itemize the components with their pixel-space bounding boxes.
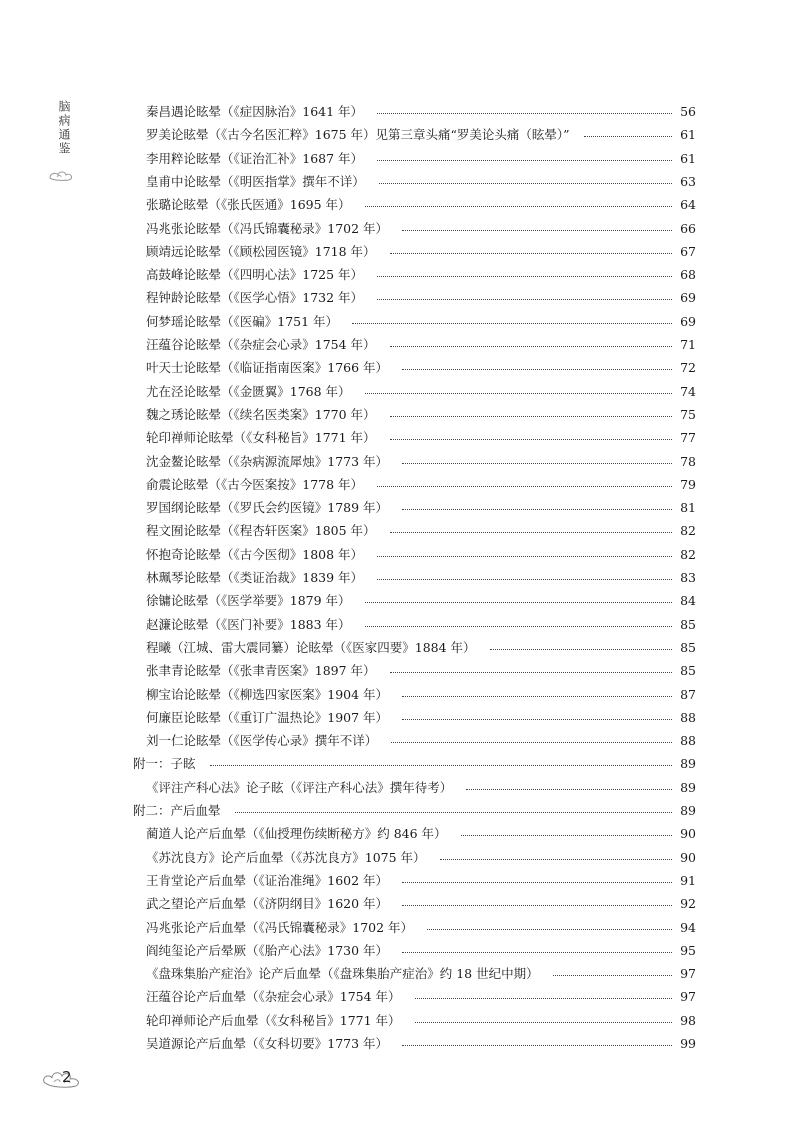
toc-entry: [0, 196, 800, 214]
toc-entry-title: 秦昌遇论眩晕（《症因脉治》1641 年）: [146, 104, 364, 119]
dot-leader: [365, 602, 672, 603]
toc-entry-page: 72: [680, 360, 696, 376]
toc-entry-title: 冯兆张论眩晕（《冯氏锦囊秘录》1702 年）: [146, 220, 389, 236]
toc-entry-title: 顾靖远论眩晕（《顾松园医镜》1718 年）: [146, 243, 376, 259]
toc-entry-title: 高鼓峰论眩晕（《四明心法》1725 年）: [146, 267, 364, 283]
toc-entry-page: 90: [680, 849, 696, 865]
dot-leader: [402, 696, 672, 697]
toc-entry: [0, 359, 800, 377]
toc-entry: [0, 639, 800, 657]
toc-entry-title: 程钟龄论眩晕（《医学心悟》1732 年）: [146, 290, 364, 306]
dot-leader: [402, 905, 672, 906]
toc-entry-page: 61: [680, 150, 696, 166]
toc-entry: [0, 406, 800, 424]
toc-entry-title: 尤在泾论眩晕（《金匮翼》1768 年）: [146, 383, 351, 399]
toc-entry-title: 汪蕴谷论眩晕（《杂症会心录》1754 年）: [146, 337, 376, 352]
toc-entry-title: 冯兆张论产后血晕（《冯氏锦囊秘录》1702 年）: [146, 919, 414, 935]
dot-leader: [466, 789, 672, 790]
dot-leader: [352, 323, 672, 324]
toc-entry-page: 69: [680, 290, 696, 306]
toc-entry: [0, 546, 800, 564]
toc-entry-page: 61: [680, 127, 696, 143]
toc-entry: [0, 988, 800, 1006]
toc-entry-title: 蔺道人论产后血晕（《仙授理伤续断秘方》约 846 年）: [146, 826, 447, 842]
dot-leader: [415, 1022, 672, 1023]
toc-entry: [0, 173, 800, 191]
toc-entry-page: 79: [680, 476, 696, 492]
toc-entry-page: 94: [680, 919, 696, 935]
dot-leader: [377, 579, 672, 580]
toc-entry: [0, 383, 800, 401]
toc-entry: [0, 965, 800, 983]
toc-entry-title: 林珮琴论眩晕（《类证治裁》1839 年）: [146, 570, 364, 585]
toc-entry-title: 徐镛论眩晕（《医学举要》1879 年）: [146, 593, 351, 609]
dot-leader: [390, 416, 672, 417]
toc-entry: [0, 755, 800, 773]
dot-leader: [377, 299, 672, 300]
toc-entry-page: 75: [680, 406, 696, 422]
toc-entry-title: 张璐论眩晕（《张氏医通》1695 年）: [146, 197, 351, 213]
dot-leader: [427, 929, 672, 930]
toc-entry: [0, 686, 800, 704]
toc-entry: [0, 453, 800, 471]
dot-leader: [490, 649, 672, 650]
toc-entry: [0, 126, 800, 144]
toc-entry: [0, 662, 800, 680]
toc-entry: [0, 942, 800, 960]
toc-entry: [0, 1012, 800, 1030]
toc-entry-page: 66: [680, 220, 696, 236]
toc-entry-title: 附二：产后血晕: [133, 803, 221, 818]
toc-entry-page: 74: [680, 383, 696, 399]
toc-entry-title: 武之望论产后血晕（《济阴纲目》1620 年）: [146, 896, 389, 912]
toc-entry-page: 87: [680, 686, 696, 702]
toc-entry-title: 附一：子眩: [133, 756, 196, 772]
toc-entry-page: 83: [680, 570, 696, 585]
toc-entry: [0, 289, 800, 307]
toc-entry-page: 85: [680, 616, 696, 632]
dot-leader: [210, 765, 672, 766]
toc-entry-title: 怀抱奇论眩晕（《古今医彻》1808 年）: [146, 546, 364, 562]
toc-entry-page: 98: [680, 1012, 696, 1028]
toc-entry-page: 89: [680, 803, 696, 818]
toc-entry-title: 王肯堂论产后血晕（《证治准绳》1602 年）: [146, 872, 389, 888]
toc-entry-page: 71: [680, 337, 696, 352]
toc-entry: [0, 779, 800, 797]
dot-leader: [377, 160, 672, 161]
page-number: 2: [62, 1068, 72, 1086]
toc-entry: [0, 895, 800, 913]
dot-leader: [391, 742, 672, 743]
toc-entry-page: 68: [680, 267, 696, 283]
toc-entry-page: 99: [680, 1036, 696, 1051]
toc-entry-title: 皇甫中论眩晕（《明医指掌》撰年不详）: [146, 173, 365, 189]
dot-leader: [415, 998, 672, 999]
toc-entry-title: 沈金鳌论眩晕（《杂病源流犀烛》1773 年）: [146, 453, 389, 469]
toc-entry-page: 91: [680, 872, 696, 888]
toc-entry-title: 刘一仁论眩晕（《医学传心录》撰年不详）: [146, 733, 378, 749]
toc-entry-page: 92: [680, 896, 696, 912]
dot-leader: [402, 230, 672, 231]
dot-leader: [440, 859, 672, 860]
dot-leader: [377, 276, 672, 277]
toc-entry: [0, 592, 800, 610]
toc-entry-page: 88: [680, 709, 696, 725]
dot-leader: [402, 509, 672, 510]
toc-entry-title: 阎纯玺论产后晕厥（《胎产心法》1730 年）: [146, 942, 389, 958]
toc-entry: [0, 499, 800, 517]
dot-leader: [377, 113, 672, 114]
dot-leader: [365, 626, 672, 627]
toc-entry-title: 柳宝诒论眩晕（《柳选四家医案》1904 年）: [146, 686, 389, 702]
toc-entry-page: 95: [680, 942, 696, 958]
dot-leader: [365, 206, 672, 207]
toc-entry-page: 63: [680, 173, 696, 189]
dot-leader: [390, 346, 672, 347]
toc-entry: [0, 150, 800, 168]
toc-entry-page: 90: [680, 826, 696, 842]
toc-entry: [0, 732, 800, 750]
toc-entry-title: 程文囿论眩晕（《程杏轩医案》1805 年）: [146, 523, 376, 539]
toc-entry: [0, 476, 800, 494]
toc-entry-page: 78: [680, 453, 696, 469]
toc-entry: [0, 313, 800, 331]
toc-entry-title: 轮印禅师论产后血晕（《女科秘旨》1771 年）: [146, 1012, 401, 1028]
toc-entry-page: 67: [680, 243, 696, 259]
dot-leader: [390, 672, 672, 673]
dot-leader: [390, 532, 672, 533]
toc-entry-title: 罗国纲论眩晕（《罗氏会约医镜》1789 年）: [146, 500, 389, 516]
toc-entry-page: 88: [680, 733, 696, 749]
toc-entry-page: 81: [680, 500, 696, 516]
toc-entry: [0, 336, 800, 354]
toc-entry-title: 赵濂论眩晕（《医门补要》1883 年）: [146, 616, 351, 632]
dot-leader: [402, 1045, 672, 1046]
toc-entry-page: 85: [680, 639, 696, 655]
toc-entry-title: 叶天士论眩晕（《临证指南医案》1766 年）: [146, 360, 389, 376]
toc-entry: [0, 569, 800, 587]
toc-entry-title: 张聿青论眩晕（《张聿青医案》1897 年）: [146, 663, 376, 679]
dot-leader: [402, 719, 672, 720]
toc-entry-title: 魏之琇论眩晕（《续名医类案》1770 年）: [146, 406, 376, 422]
toc-entry-page: 64: [680, 197, 696, 213]
toc-entry-title: 吴道源论产后血晕（《女科切要》1773 年）: [146, 1036, 389, 1051]
toc-entry-title: 何廉臣论眩晕（《重订广温热论》1907 年）: [146, 709, 389, 725]
dot-leader: [377, 486, 672, 487]
dot-leader: [553, 975, 672, 976]
toc-entry-title: 《盘珠集胎产症治》论产后血晕（《盘珠集胎产症治》约 18 世纪中期）: [146, 966, 539, 982]
toc-entry-page: 69: [680, 313, 696, 329]
dot-leader: [402, 882, 672, 883]
dot-leader: [461, 835, 672, 836]
toc-entry-page: 89: [680, 756, 696, 772]
toc-entry-title: 罗美论眩晕（《古今名医汇粹》1675 年）见第三章头痛“罗美论头痛（眩晕）”: [146, 127, 570, 143]
dot-leader: [402, 369, 672, 370]
toc-entry-title: 李用粹论眩晕（《证治汇补》1687 年）: [146, 150, 364, 166]
toc-entry-page: 56: [680, 104, 696, 119]
dot-leader: [365, 393, 672, 394]
toc-entry-page: 97: [680, 989, 696, 1005]
toc-entry-title: 何梦瑶论眩晕（《医碥》1751 年）: [146, 313, 339, 329]
toc-entry-title: 程曦（江城、雷大震同纂）论眩晕（《医家四要》1884 年）: [146, 639, 476, 655]
toc-entry: [0, 872, 800, 890]
toc-entry-page: 77: [680, 430, 696, 446]
dot-leader: [402, 952, 672, 953]
toc-entry: [0, 220, 800, 238]
toc-entry: [0, 103, 800, 121]
toc-entry: [0, 522, 800, 540]
toc-entry-page: 85: [680, 663, 696, 679]
toc-entry: [0, 849, 800, 867]
toc-entry: [0, 825, 800, 843]
toc-entry-page: 84: [680, 593, 696, 609]
toc-entry-title: 《评注产科心法》论子眩（《评注产科心法》撰年待考）: [146, 779, 453, 795]
dot-leader: [377, 556, 672, 557]
dot-leader: [390, 253, 672, 254]
toc-entry: [0, 709, 800, 727]
toc-entry: [0, 802, 800, 820]
toc-entry: [0, 429, 800, 447]
dot-leader: [390, 439, 672, 440]
book-title-vertical: 脑病通鉴: [57, 100, 71, 156]
toc-entry-page: 89: [680, 779, 696, 795]
dot-leader: [235, 812, 672, 813]
toc-entry: [0, 1035, 800, 1053]
toc-entry-title: 《苏沈良方》论产后血晕（《苏沈良方》1075 年）: [146, 849, 426, 865]
toc-entry-page: 82: [680, 546, 696, 562]
toc-entry-title: 俞震论眩晕（《古今医案按》1778 年）: [146, 476, 364, 492]
dot-leader: [402, 463, 672, 464]
toc-entry-title: 汪蕴谷论产后血晕（《杂症会心录》1754 年）: [146, 989, 401, 1005]
toc-entry: [0, 243, 800, 261]
toc-entry: [0, 266, 800, 284]
dot-leader: [584, 136, 672, 137]
toc-entry: [0, 919, 800, 937]
toc-entry-page: 82: [680, 523, 696, 539]
toc-entry-title: 轮印禅师论眩晕（《女科秘旨》1771 年）: [146, 430, 376, 446]
toc-entry: [0, 616, 800, 634]
toc-entry-page: 97: [680, 966, 696, 982]
dot-leader: [379, 183, 672, 184]
